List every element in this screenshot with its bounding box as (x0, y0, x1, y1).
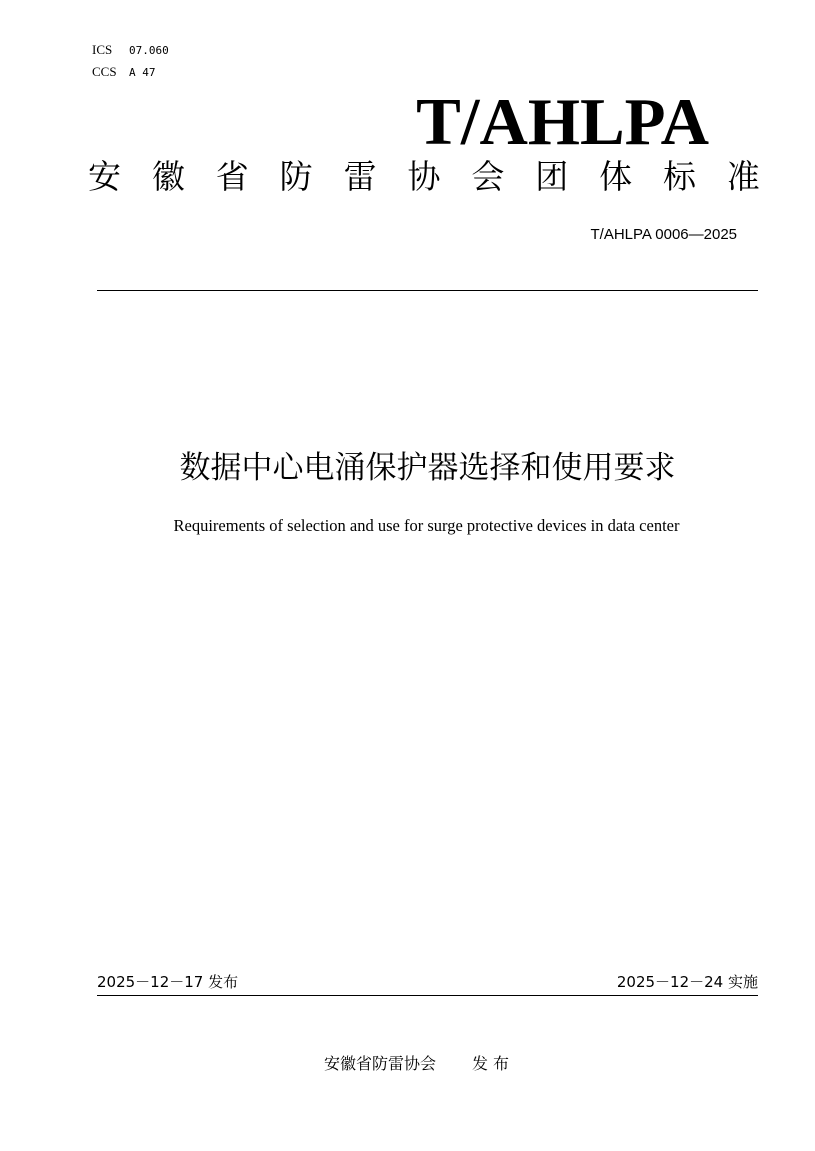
document-title-cn: 数据中心电涌保护器选择和使用要求 (179, 450, 676, 486)
publisher-action: 发 布 (471, 1054, 510, 1073)
implement-date: 2025－12－24 实施 (616, 973, 758, 991)
ics-row (92, 39, 169, 61)
document-title-en: Requirements of selection and use for surge protective devices in data center (173, 516, 680, 535)
ics-label: ICS (92, 42, 113, 57)
issuing-body-char: 会 (471, 157, 505, 196)
publisher-line (0, 1052, 815, 1076)
standard-code-logo: T/AHLPA (416, 85, 709, 159)
ccs-row (92, 61, 169, 83)
issuing-body-char: 体 (599, 157, 633, 196)
issuing-body-char: 雷 (343, 157, 377, 196)
ccs-label: CCS (92, 64, 117, 79)
issuing-body-char: 安 (88, 157, 121, 196)
issuing-body-char: 协 (407, 157, 441, 196)
classification-block (92, 39, 169, 83)
ccs-value: A 47 (129, 66, 156, 79)
issuing-body-char: 省 (215, 157, 249, 196)
header-divider (97, 290, 758, 291)
issuing-body-char: 防 (279, 157, 313, 196)
issuing-body-char: 标 (663, 157, 697, 196)
footer-divider (97, 995, 758, 996)
issuing-body-char: 徽 (151, 157, 185, 196)
issuing-body-char: 团 (535, 157, 569, 196)
issuing-body-title (88, 154, 760, 200)
issuing-body-char: 准 (726, 157, 760, 196)
publisher-name: 安徽省防雷协会 (323, 1054, 436, 1073)
publish-date: 2025－12－17 发布 (97, 973, 239, 991)
ics-value: 07.060 (129, 44, 169, 57)
standard-number: T/AHLPA 0006—2025 (590, 226, 737, 243)
